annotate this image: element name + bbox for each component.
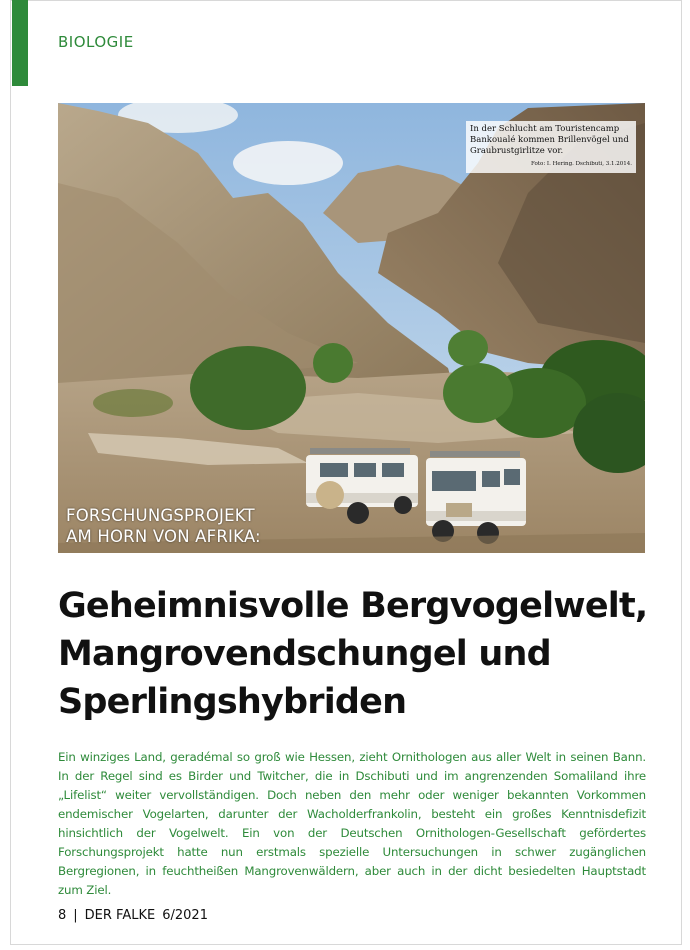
photo-caption [466, 121, 636, 173]
article-lead: Ein winziges Land, geradémal so groß wie Hessen, zieht Ornithologen aus aller Welt in seinen Bann. In der Regel sind es Birder und Twitcher, die in Dschibuti und im angrenzenden Somaliland ihre „Lifelist“ weiter vervollständigen. Doch neben den mehr oder weniger bekannten Vorkommen endemischer Vogelarten, darunter der Wacholderfrankolin, besteht ein großes Kenntnisdefizit hinsichtlich der Vogelwelt. Ein von der Deutschen Ornithologen-Gesellschaft gefördertes Forschungsprojekt hatte nun erstmals spezielle Untersuchungen in schwer zugänglichen Bergregionen, in feuchtheißen Mangrovenwäldern, aber auch in der dicht besiedelten Hauptstadt zum Ziel. [58, 750, 646, 897]
photo-caption-text: In der Schlucht am Touristencamp Bankoualé kommen Brillenvögel und Graubrustgirlitze vor. [470, 124, 629, 156]
article-kicker [66, 505, 261, 547]
page-footer [58, 908, 208, 923]
magazine-name: DER FALKE [84, 908, 156, 923]
section-label: BIOLOGIE [58, 33, 134, 51]
article-headline [58, 582, 658, 726]
kicker-line-1: FORSCHUNGSPROJEKT [66, 506, 255, 525]
footer-separator: | [73, 908, 78, 923]
photo-credit: Foto: I. Hering. Dschibuti, 3.1.2014. [530, 161, 632, 167]
feature-photo [58, 103, 645, 553]
issue-number: 6/2021 [162, 908, 208, 923]
page-number: 8 [58, 908, 67, 923]
headline-line-2: Mangrovendschungel und [58, 634, 551, 674]
kicker-line-2: AM HORN VON AFRIKA: [66, 527, 261, 546]
section-accent-bar [12, 0, 28, 86]
headline-line-3: Sperlingshybriden [58, 682, 407, 722]
headline-line-1: Geheimnisvolle Bergvogelwelt, [58, 586, 648, 626]
